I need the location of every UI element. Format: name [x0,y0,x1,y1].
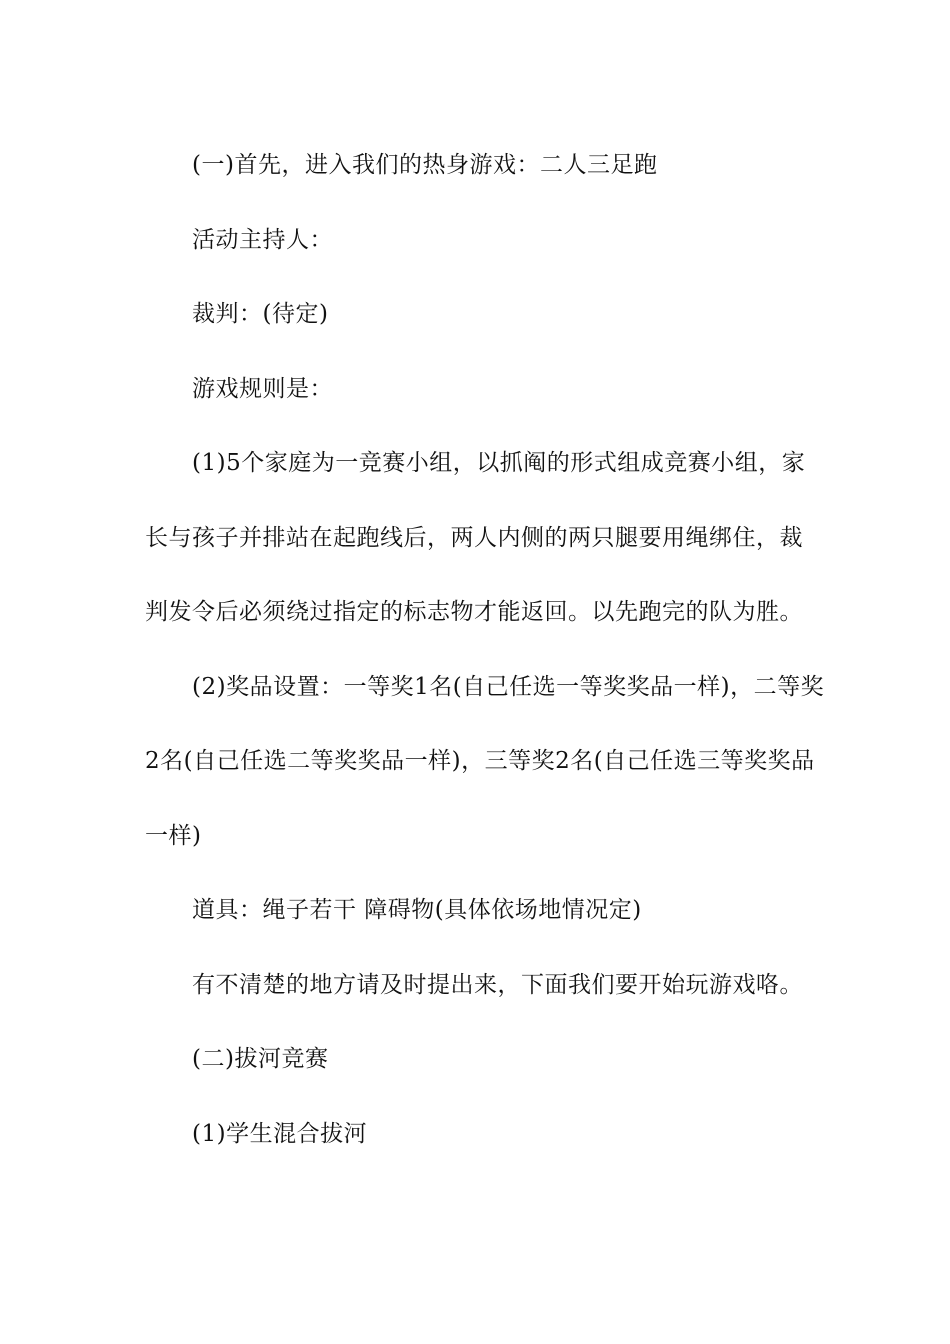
paragraph-host: 活动主持人： [192,226,333,253]
document-body [145,128,825,1171]
paragraph-rule-2-prizes: (2)奖品设置：一等奖1名(自己任选一等奖奖品一样)，二等奖2名(自己任选二等奖奖品一样)，三等奖2名(自己任选三等奖奖品一样) [145,673,825,849]
paragraph-notice: 有不清楚的地方请及时提出来，下面我们要开始玩游戏咯。 [192,971,803,998]
paragraph-referee: 裁判：(待定) [192,301,329,327]
paragraph-section-1-heading: (一)首先，进入我们的热身游戏：二人三足跑 [192,152,658,178]
paragraph-section-2-item-1: (1)学生混合拔河 [192,1120,368,1147]
paragraph-props: 道具：绳子若干 障碍物(具体依场地情况定) [192,897,642,923]
paragraph-section-2-heading: (二)拔河竞赛 [192,1046,329,1072]
paragraph-rule-1: (1)5个家庭为一竞赛小组，以抓阄的形式组成竞赛小组，家长与孩子并排站在起跑线后，两人内侧的两只腿要用绳绑住，裁判发令后必须绕过指定的标志物才能返回。以先跑完的队为胜。 [145,450,806,625]
paragraph-rules-heading: 游戏规则是： [192,375,333,402]
